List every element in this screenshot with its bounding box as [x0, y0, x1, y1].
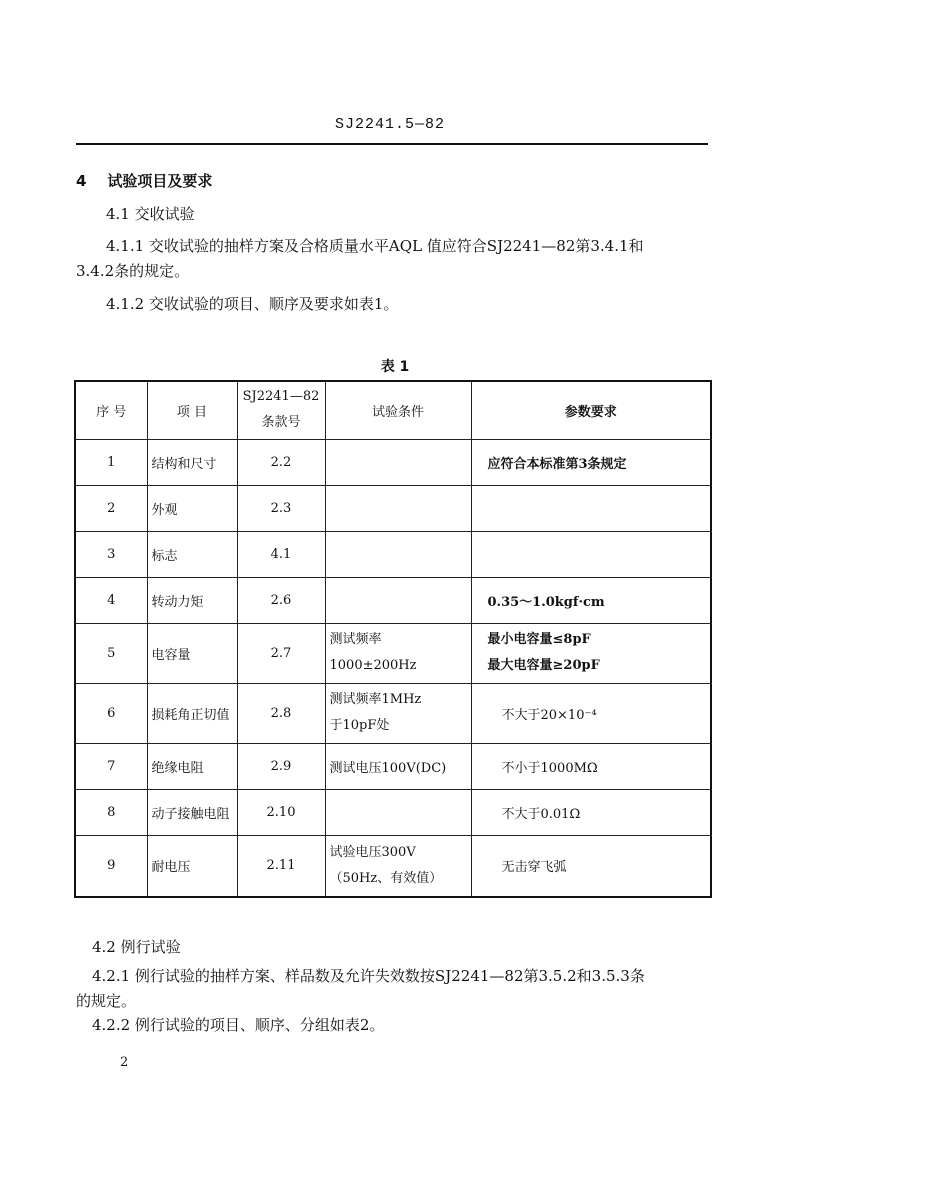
table-row — [75, 683, 711, 743]
paragraph-4-1-2: 4.1.2 交收试验的项目、顺序及要求如表1。 — [106, 295, 399, 313]
cell-requirement: 不小于1000MΩ — [471, 743, 711, 789]
cell-condition — [325, 531, 471, 577]
cell-item: 损耗角正切值 — [147, 683, 237, 743]
paragraph-4-2-1-line1: 4.2.1 例行试验的抽样方案、样品数及允许失效数按SJ2241—82第3.5.2和3.5.3条 — [92, 967, 645, 985]
cell-clause: 2.6 — [237, 577, 325, 623]
condition-line2: 于10pF处 — [329, 718, 390, 733]
cell-requirement: 应符合本标准第3条规定 — [471, 439, 711, 485]
cell-clause: 2.3 — [237, 485, 325, 531]
cell-requirement — [471, 531, 711, 577]
condition-line2: 1000±200Hz — [329, 658, 417, 673]
table-header-row — [75, 381, 711, 439]
header-clause — [237, 381, 325, 439]
table-row — [75, 531, 711, 577]
table-row — [75, 789, 711, 835]
cell-clause: 4.1 — [237, 531, 325, 577]
document-code: SJ2241.5—82 — [334, 116, 446, 133]
header-clause-line2: 条款号 — [261, 415, 301, 431]
cell-item: 电容量 — [147, 623, 237, 683]
table-row — [75, 623, 711, 683]
page-number: 2 — [120, 1055, 129, 1070]
table-row — [75, 439, 711, 485]
cell-requirement — [471, 485, 711, 531]
cell-clause: 2.9 — [237, 743, 325, 789]
condition-line2: （50Hz、有效值） — [329, 870, 443, 886]
table-row — [75, 485, 711, 531]
cell-item: 耐电压 — [147, 835, 237, 897]
paragraph-4-2-2: 4.2.2 例行试验的项目、顺序、分组如表2。 — [92, 1016, 385, 1034]
requirement-line2: 最大电容量≥20pF — [487, 658, 600, 673]
header-requirement: 参数要求 — [471, 381, 711, 439]
cell-requirement: 不大于0.01Ω — [471, 789, 711, 835]
cell-condition — [325, 789, 471, 835]
cell-seq: 6 — [75, 683, 147, 743]
cell-item: 标志 — [147, 531, 237, 577]
cell-seq: 3 — [75, 531, 147, 577]
header-condition: 试验条件 — [325, 381, 471, 439]
table-row — [75, 743, 711, 789]
header-item: 项 目 — [147, 381, 237, 439]
cell-condition — [325, 835, 471, 897]
cell-seq: 2 — [75, 485, 147, 531]
condition-line1: 测试频率1MHz — [329, 692, 422, 707]
cell-clause: 2.2 — [237, 439, 325, 485]
cell-condition — [325, 439, 471, 485]
cell-requirement — [471, 623, 711, 683]
section-title: 试验项目及要求 — [107, 172, 213, 190]
cell-seq: 8 — [75, 789, 147, 835]
cell-clause: 2.7 — [237, 623, 325, 683]
subsection-4-2: 4.2 例行试验 — [92, 938, 181, 956]
header-seq: 序 号 — [75, 381, 147, 439]
cell-requirement: 0.35～1.0kgf·cm — [471, 577, 711, 623]
condition-line1: 测试频率 — [329, 632, 382, 647]
cell-clause: 2.8 — [237, 683, 325, 743]
cell-condition — [325, 577, 471, 623]
cell-seq: 9 — [75, 835, 147, 897]
cell-seq: 1 — [75, 439, 147, 485]
requirements-table — [74, 380, 712, 898]
cell-condition — [325, 683, 471, 743]
paragraph-4-2-1-line2: 的规定。 — [76, 992, 137, 1010]
header-rule — [76, 143, 708, 145]
table-title: 表 1 — [380, 359, 410, 375]
table-row — [75, 835, 711, 897]
cell-item: 绝缘电阻 — [147, 743, 237, 789]
cell-item: 结构和尺寸 — [147, 439, 237, 485]
cell-clause: 2.11 — [237, 835, 325, 897]
section-number: 4 — [76, 172, 87, 190]
requirement-line1: 最小电容量≤8pF — [487, 632, 591, 647]
cell-item: 外观 — [147, 485, 237, 531]
cell-condition — [325, 485, 471, 531]
subsection-4-1: 4.1 交收试验 — [106, 205, 195, 223]
cell-requirement: 不大于20×10⁻⁴ — [471, 683, 711, 743]
header-clause-line1: SJ2241—82 — [242, 389, 320, 405]
cell-seq: 5 — [75, 623, 147, 683]
cell-condition: 测试电压100V(DC) — [325, 743, 471, 789]
cell-item: 转动力矩 — [147, 577, 237, 623]
cell-condition — [325, 623, 471, 683]
section-4-heading — [76, 171, 212, 191]
cell-seq: 7 — [75, 743, 147, 789]
condition-line1: 试验电压300V — [329, 844, 416, 860]
paragraph-4-1-1-line1: 4.1.1 交收试验的抽样方案及合格质量水平AQL 值应符合SJ2241—82第3.4.1和 — [106, 237, 644, 255]
cell-item: 动子接触电阻 — [147, 789, 237, 835]
table-row — [75, 577, 711, 623]
cell-requirement: 无击穿飞弧 — [471, 835, 711, 897]
paragraph-4-1-1-line2: 3.4.2条的规定。 — [76, 262, 190, 280]
cell-clause: 2.10 — [237, 789, 325, 835]
cell-seq: 4 — [75, 577, 147, 623]
